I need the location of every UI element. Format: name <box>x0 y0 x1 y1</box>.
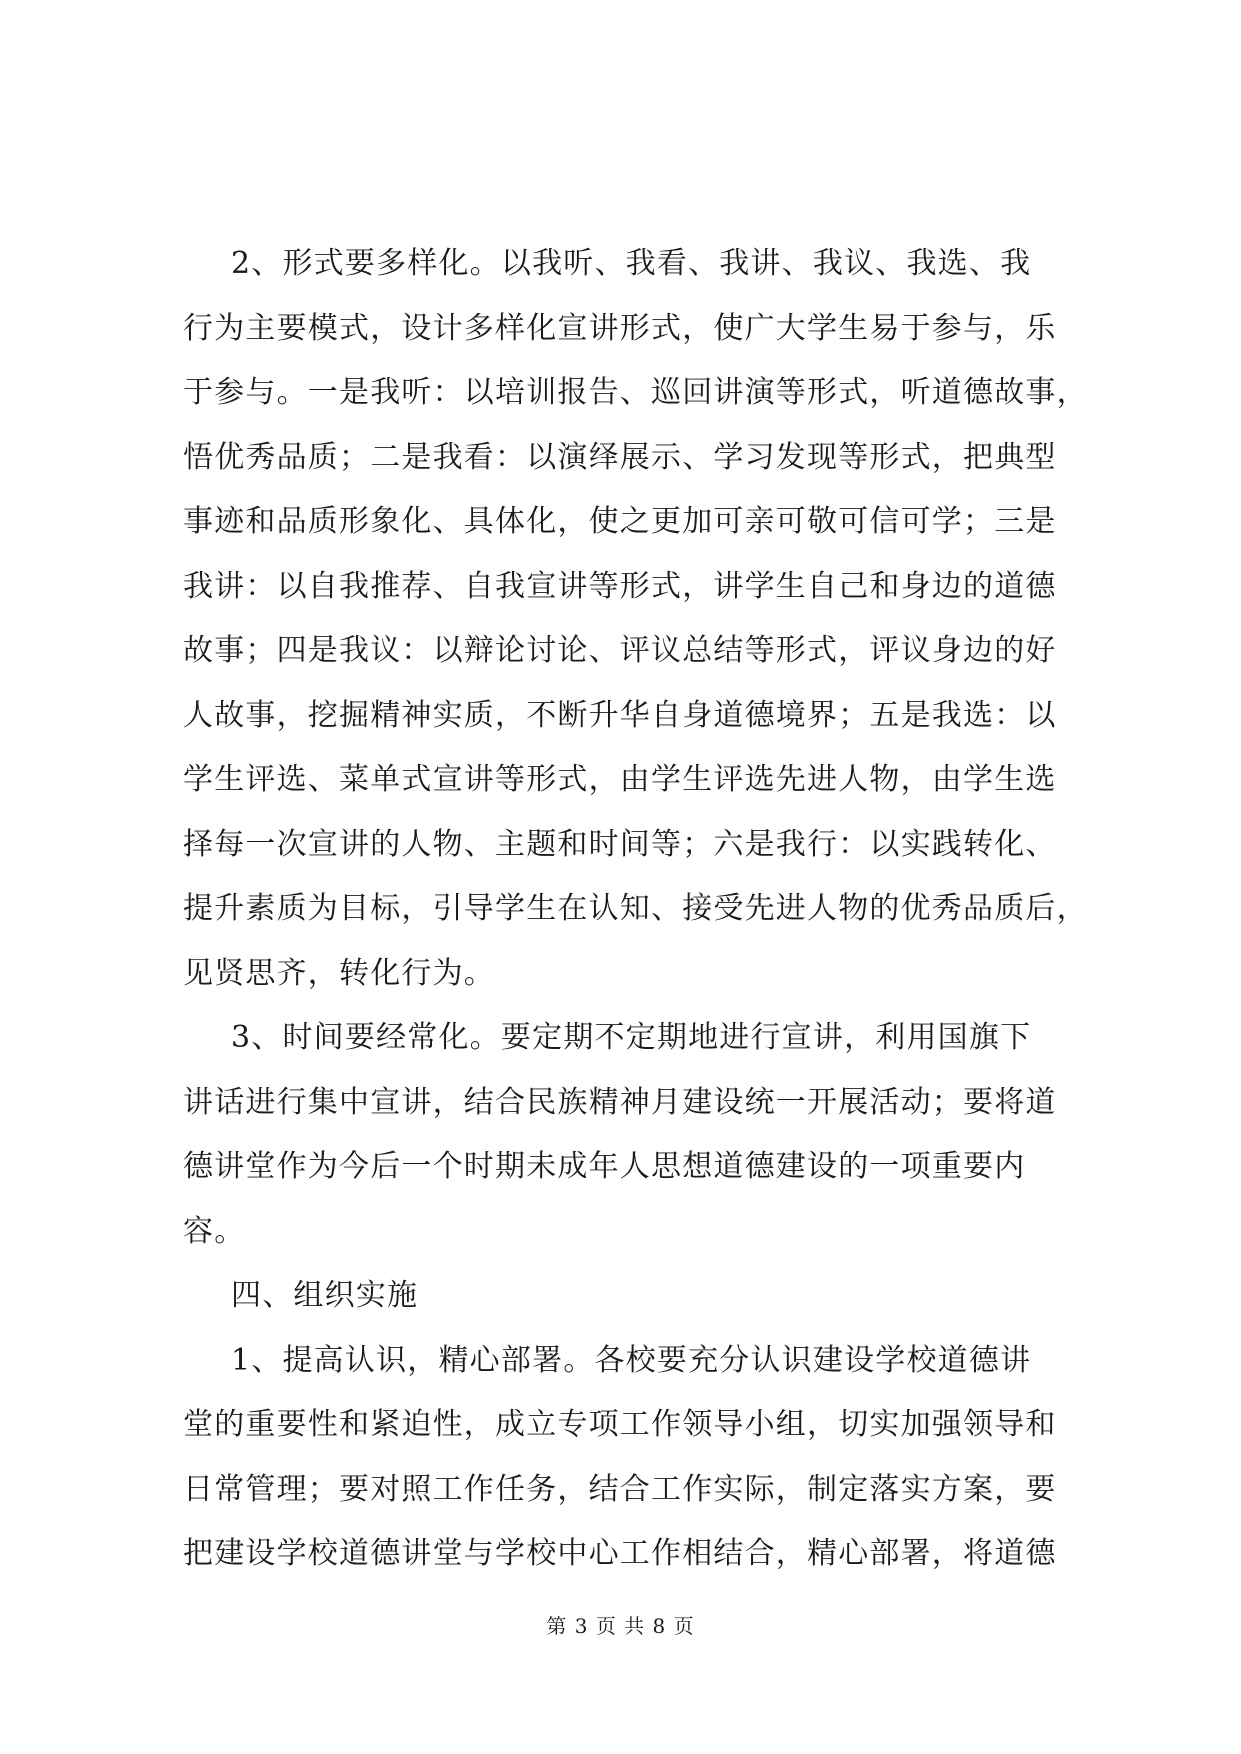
paragraph-line: 于参与。一是我听：以培训报告、巡回讲演等形式，听道德故事， <box>183 375 1088 410</box>
paragraph-line: 我讲：以自我推荐、自我宣讲等形式，讲学生自己和身边的道德 <box>183 568 1057 604</box>
paragraph-line: 堂的重要性和紧迫性，成立专项工作领导小组，切实加强领导和 <box>183 1407 1057 1442</box>
paragraph-line: 日常管理；要对照工作任务，结合工作实际，制定落实方案，要 <box>183 1471 1057 1507</box>
paragraph-line: 见贤思齐，转化行为。 <box>183 955 495 991</box>
paragraph-line: 事迹和品质形象化、具体化，使之更加可亲可敬可信可学；三是 <box>183 504 1057 539</box>
section-heading: 四、组织实施 <box>231 1278 419 1313</box>
body-text <box>183 232 1088 1587</box>
paragraph-line: 行为主要模式，设计多样化宣讲形式，使广大学生易于参与，乐 <box>183 310 1057 346</box>
paragraph-line: 故事；四是我议：以辩论讨论、评议总结等形式，评议身边的好 <box>183 633 1057 668</box>
paragraph-line: 3、时间要经常化。要定期不定期地进行宣讲，利用国旗下 <box>231 1020 1032 1055</box>
paragraph-line: 容。 <box>183 1213 246 1249</box>
paragraph-line: 德讲堂作为今后一个时期未成年人思想道德建设的一项重要内 <box>183 1149 1026 1184</box>
page-number-footer: 第 3 页 共 8 页 <box>546 1614 695 1638</box>
paragraph-line: 讲话进行集中宣讲，结合民族精神月建设统一开展活动；要将道 <box>183 1084 1057 1120</box>
paragraph-line: 2、形式要多样化。以我听、我看、我讲、我议、我选、我 <box>231 246 1032 281</box>
paragraph-line: 提升素质为目标，引导学生在认知、接受先进人物的优秀品质后， <box>183 891 1088 926</box>
paragraph-line: 择每一次宣讲的人物、主题和时间等；六是我行：以实践转化、 <box>183 826 1057 862</box>
paragraph-line: 悟优秀品质；二是我看：以演绎展示、学习发现等形式，把典型 <box>183 439 1057 475</box>
paragraph-line: 1、提高认识，精心部署。各校要充分认识建设学校道德讲 <box>231 1342 1032 1378</box>
paragraph-line: 学生评选、菜单式宣讲等形式，由学生评选先进人物，由学生选 <box>183 762 1057 797</box>
paragraph-line: 人故事，挖掘精神实质，不断升华自身道德境界；五是我选：以 <box>183 697 1057 733</box>
paragraph-line: 把建设学校道德讲堂与学校中心工作相结合，精心部署，将道德 <box>183 1536 1057 1571</box>
